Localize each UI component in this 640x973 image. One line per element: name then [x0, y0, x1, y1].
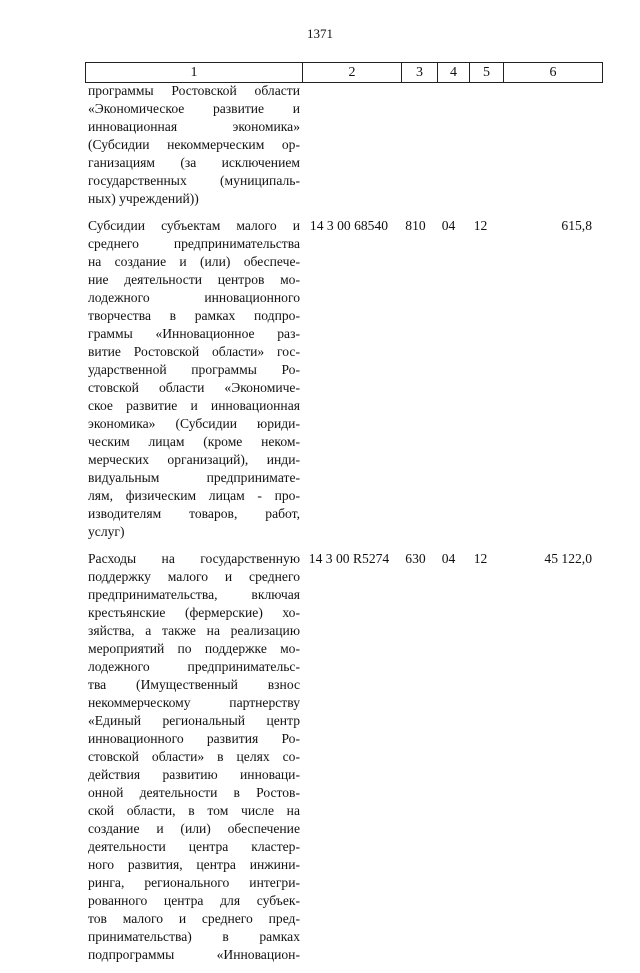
- description-line: программы Ростовской области: [88, 83, 300, 98]
- description-line: ного развития, центра инжини-: [88, 857, 300, 872]
- description-line: Субсидии субъектам малого и: [88, 218, 300, 233]
- description-line: тва (Имущественный взнос: [88, 677, 300, 692]
- description-line: услуг): [88, 524, 125, 539]
- description-line: ское развитие и инновационная: [88, 398, 300, 413]
- column-header-6: 6: [504, 63, 603, 83]
- description-line: на создание и (или) обеспече-: [88, 254, 300, 269]
- description-line: Расходы на государственную: [88, 551, 300, 566]
- description-line: государственных (муниципаль-: [88, 173, 300, 188]
- table-row: [85, 217, 598, 541]
- description-line: некоммерческому партнерству: [88, 695, 300, 710]
- description-line: деятельности центра кластер-: [88, 839, 300, 854]
- description-line: крестьянские (фермерские) хо-: [88, 605, 300, 620]
- column-header-1: 1: [86, 63, 303, 83]
- description-line: изводителям товаров, работ,: [88, 506, 300, 521]
- description-line: среднего предпринимательства: [88, 236, 300, 251]
- description-line: ческим лицам (кроме неком-: [88, 434, 300, 449]
- subsection-code: 12: [473, 551, 488, 566]
- table-row: [85, 82, 598, 208]
- column-header-5: 5: [470, 63, 504, 83]
- description-line: создание и (или) обеспечение: [88, 821, 300, 836]
- description-line: ние деятельности центров мо-: [88, 272, 300, 287]
- description-line: ской области, в том числе на: [88, 803, 300, 818]
- description-line: лодежного предпринимательс-: [88, 659, 300, 674]
- description-line: стовской области» в целях со-: [88, 749, 300, 764]
- column-header-3: 3: [402, 63, 438, 83]
- description-line: лодежного инновационного: [88, 290, 300, 305]
- description-line: стовской области «Экономиче-: [88, 380, 300, 395]
- description-line: действия развитию инноваци-: [88, 767, 300, 782]
- description-line: мерческих организаций), инди-: [88, 452, 300, 467]
- description-line: граммы «Инновационное раз-: [88, 326, 300, 341]
- target-article-code: 14 3 00 68540: [309, 218, 389, 233]
- description-line: ных) учреждений)): [88, 191, 199, 206]
- description-line: онной деятельности в Ростов-: [88, 785, 300, 800]
- target-article-code: 14 3 00 R5274: [308, 551, 390, 566]
- amount-value: 45 122,0: [544, 551, 592, 566]
- description-line: витие Ростовской области» гос-: [88, 344, 300, 359]
- description-line: ринга, регионального интегри-: [88, 875, 300, 890]
- subsection-code: 12: [473, 218, 488, 233]
- description-line: предпринимательства, включая: [88, 587, 300, 602]
- column-header-row: [86, 63, 603, 83]
- amount-value: 615,8: [561, 218, 592, 233]
- row-description: [85, 550, 300, 964]
- description-line: ганизациям (за исключением: [88, 155, 300, 170]
- row-description: [85, 217, 300, 541]
- description-line: принимательства) в рамках: [88, 929, 300, 944]
- description-line: лям, физическим лицам - про-: [88, 488, 300, 503]
- section-code: 04: [441, 218, 456, 233]
- description-line: инновационного развития Ро-: [88, 731, 300, 746]
- description-line: экономика» (Субсидии юриди-: [88, 416, 300, 431]
- description-line: творчества в рамках подпро-: [88, 308, 300, 323]
- row-description: [85, 82, 300, 208]
- column-header-2: 2: [303, 63, 402, 83]
- description-line: тов малого и среднего пред-: [88, 911, 300, 926]
- expense-type-code: 810: [405, 218, 426, 233]
- description-line: поддержку малого и среднего: [88, 569, 300, 584]
- page-number: 1371: [307, 26, 333, 41]
- table-row: [85, 550, 598, 964]
- description-line: видуальным предпринимате-: [88, 470, 300, 485]
- description-line: инновационная экономика»: [88, 119, 300, 134]
- section-code: 04: [441, 551, 456, 566]
- budget-table-body: [85, 82, 598, 973]
- description-line: мероприятий по поддержке мо-: [88, 641, 300, 656]
- column-header-4: 4: [438, 63, 470, 83]
- description-line: «Экономическое развитие и: [88, 101, 300, 116]
- description-line: «Единый региональный центр: [88, 713, 300, 728]
- description-line: зяйства, а также на реализацию: [88, 623, 300, 638]
- description-line: ударственной программы Ро-: [88, 362, 300, 377]
- description-line: рованного центра для субъек-: [88, 893, 300, 908]
- description-line: подпрограммы «Инновацион-: [88, 947, 300, 962]
- column-header-table: [85, 62, 603, 83]
- expense-type-code: 630: [405, 551, 426, 566]
- description-line: (Субсидии некоммерческим ор-: [88, 137, 300, 152]
